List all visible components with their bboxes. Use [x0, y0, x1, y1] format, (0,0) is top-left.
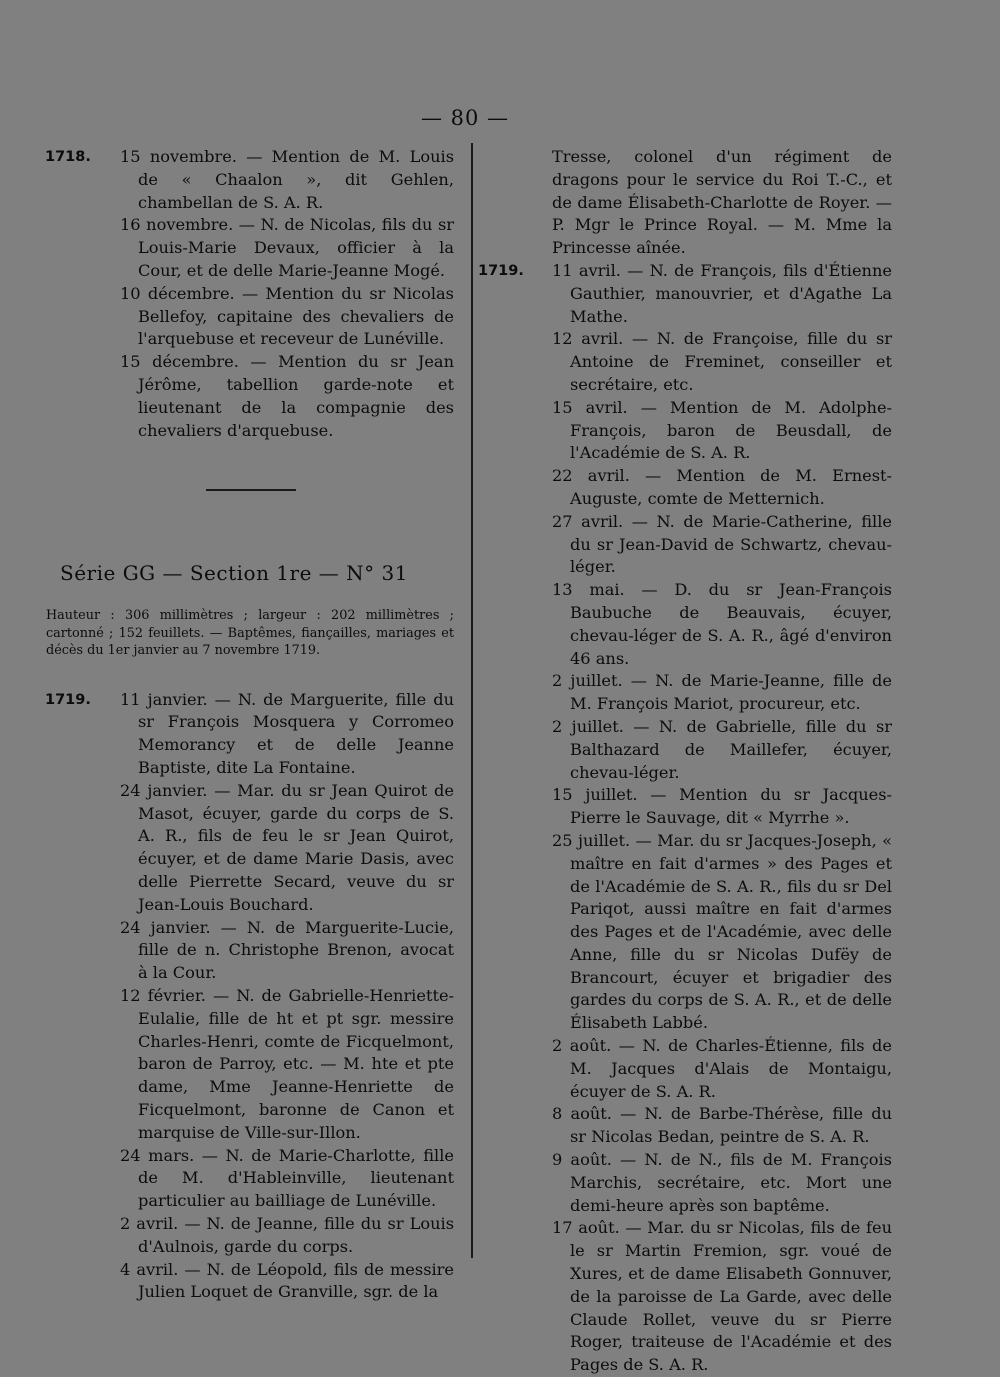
register-entry: 9 août. — N. de N., fils de M. François Marchis, secrétaire, etc. Mort une demi-heure après son baptême.	[552, 1150, 892, 1215]
section-separator	[206, 489, 296, 491]
register-entry: 13 mai. — D. du sr Jean-François Baubuche de Beauvais, écuyer, chevau-léger de S. A. R., âgé d'environ 46 ans.	[552, 580, 892, 668]
register-entry: 27 avril. — N. de Marie-Catherine, fille du sr Jean-David de Schwartz, chevau-léger.	[552, 511, 892, 577]
register-entry: 15 décembre. — Mention du sr Jean Jérôme, tabellion garde-note et lieutenant de la compagnie des chevaliers d'arquebuse.	[120, 352, 454, 440]
year-block-1719	[45, 689, 454, 1305]
series-heading: Série GG — Section 1re — N° 31	[60, 561, 408, 586]
register-entry: 15 juillet. — Mention du sr Jacques-Pierre le Sauvage, dit « Myrrhe ».	[552, 785, 892, 828]
column-divider	[471, 143, 473, 1258]
register-entry: 2 avril. — N. de Jeanne, fille du sr Louis d'Aulnois, garde du corps.	[120, 1213, 454, 1256]
volume-description: Hauteur : 306 millimètres ; largeur : 202 millimètres ; cartonné ; 152 feuillets. — Baptêmes, fiançailles, mariages et décès du 1er janvier au 7 novembre 1719.	[46, 608, 454, 659]
register-entry: 8 août. — N. de Barbe-Thérèse, fille du sr Nicolas Bedan, peintre de S. A. R.	[552, 1104, 892, 1147]
register-entry: 25 juillet. — Mar. du sr Jacques-Joseph, « maître en fait d'armes » des Pages et de l'Académie de S. A. R., fils du sr Del Pariqot, aussi maître en fait d'armes des Pages et de l'Académie, avec delle Anne, fille du sr Nicolas Dufëy de Brancourt, écuyer et brigadier des gardes du corps de S. A. R., et de delle Élisabeth Labbé.	[552, 830, 892, 1033]
year-label: 1718.	[45, 149, 91, 165]
register-entry: 16 novembre. — N. de Nicolas, fils du sr Louis-Marie Devaux, officier à la Cour, et de delle Marie-Jeanne Mogé.	[120, 215, 454, 280]
register-entry: 15 novembre. — Mention de M. Louis de « Chaalon », dit Gehlen, chambellan de S. A. R.	[120, 147, 454, 212]
register-entry: 24 mars. — N. de Marie-Charlotte, fille de M. d'Hableinville, lieutenant particulier au bailliage de Lunéville.	[120, 1145, 454, 1211]
register-entry: 10 décembre. — Mention du sr Nicolas Bellefoy, capitaine des chevaliers de l'arquebuse et receveur de Lunéville.	[120, 283, 454, 349]
register-entry: 4 avril. — N. de Léopold, fils de messire Julien Loquet de Granville, sgr. de la	[120, 1259, 454, 1302]
entry-continuation: Tresse, colonel d'un régiment de dragons pour le service du Roi T.-C., et de dame Élisabeth-Charlotte de Royer. — P. Mgr le Prince Royal. — M. Mme la Princesse aînée.	[552, 147, 892, 258]
right-column	[478, 146, 892, 1377]
year-label: 1719.	[45, 691, 91, 708]
register-entry: 24 janvier. — N. de Marguerite-Lucie, fille de n. Christophe Brenon, avocat à la Cour.	[120, 917, 454, 983]
year-block-1718	[45, 146, 454, 442]
left-column	[45, 146, 454, 1304]
register-entry: 2 août. — N. de Charles-Étienne, fils de M. Jacques d'Alais de Montaigu, écuyer de S. A. R.	[552, 1036, 892, 1101]
register-entry: 11 janvier. — N. de Marguerite, fille du sr François Mosquera y Corromeo Memorancy et de delle Jeanne Baptiste, dite La Fontaine.	[120, 689, 454, 778]
register-entry: 12 avril. — N. de Françoise, fille du sr Antoine de Freminet, conseiller et secrétaire, etc.	[552, 329, 892, 394]
register-entry: 24 janvier. — Mar. du sr Jean Quirot de Masot, écuyer, garde du corps de S. A. R., fils de feu le sr Jean Quirot, écuyer, et de dame Marie Dasis, avec delle Pierrette Secard, veuve du sr Jean-Louis Bouchard.	[120, 780, 454, 914]
register-entry: 2 juillet. — N. de Marie-Jeanne, fille de M. François Mariot, procureur, etc.	[552, 671, 892, 714]
year-label: 1719.	[478, 262, 524, 279]
register-entry: 17 août. — Mar. du sr Nicolas, fils de feu le sr Martin Fremion, sgr. voué de Xures, et de dame Elisabeth Gonnuver, de la paroisse de La Garde, avec delle Claude Rollet, veuve du sr Pierre Roger, traiteuse de l'Académie et des Pages de S. A. R.	[552, 1218, 892, 1375]
register-entry: 22 avril. — Mention de M. Ernest-Auguste, comte de Metternich.	[552, 466, 892, 508]
page-number: — 80 —	[420, 106, 510, 130]
year-block-1719-continued	[478, 260, 892, 1377]
register-entry: 2 juillet. — N. de Gabrielle, fille du sr Balthazard de Maillefer, écuyer, chevau-léger.	[552, 716, 892, 782]
register-entry: 12 février. — N. de Gabrielle-Henriette-Eulalie, fille de ht et pt sgr. messire Charles-Henri, comte de Ficquelmont, baron de Parroy, etc. — M. hte et pte dame, Mme Jeanne-Henriette de Ficquelmont, baronne de Canon et marquise de Ville-sur-Illon.	[120, 986, 454, 1142]
register-entry: 11 avril. — N. de François, fils d'Étienne Gauthier, manouvrier, et d'Agathe La Mathe.	[552, 260, 892, 326]
register-entry: 15 avril. — Mention de M. Adolphe-François, baron de Beusdall, de l'Académie de S. A. R.	[552, 397, 892, 463]
